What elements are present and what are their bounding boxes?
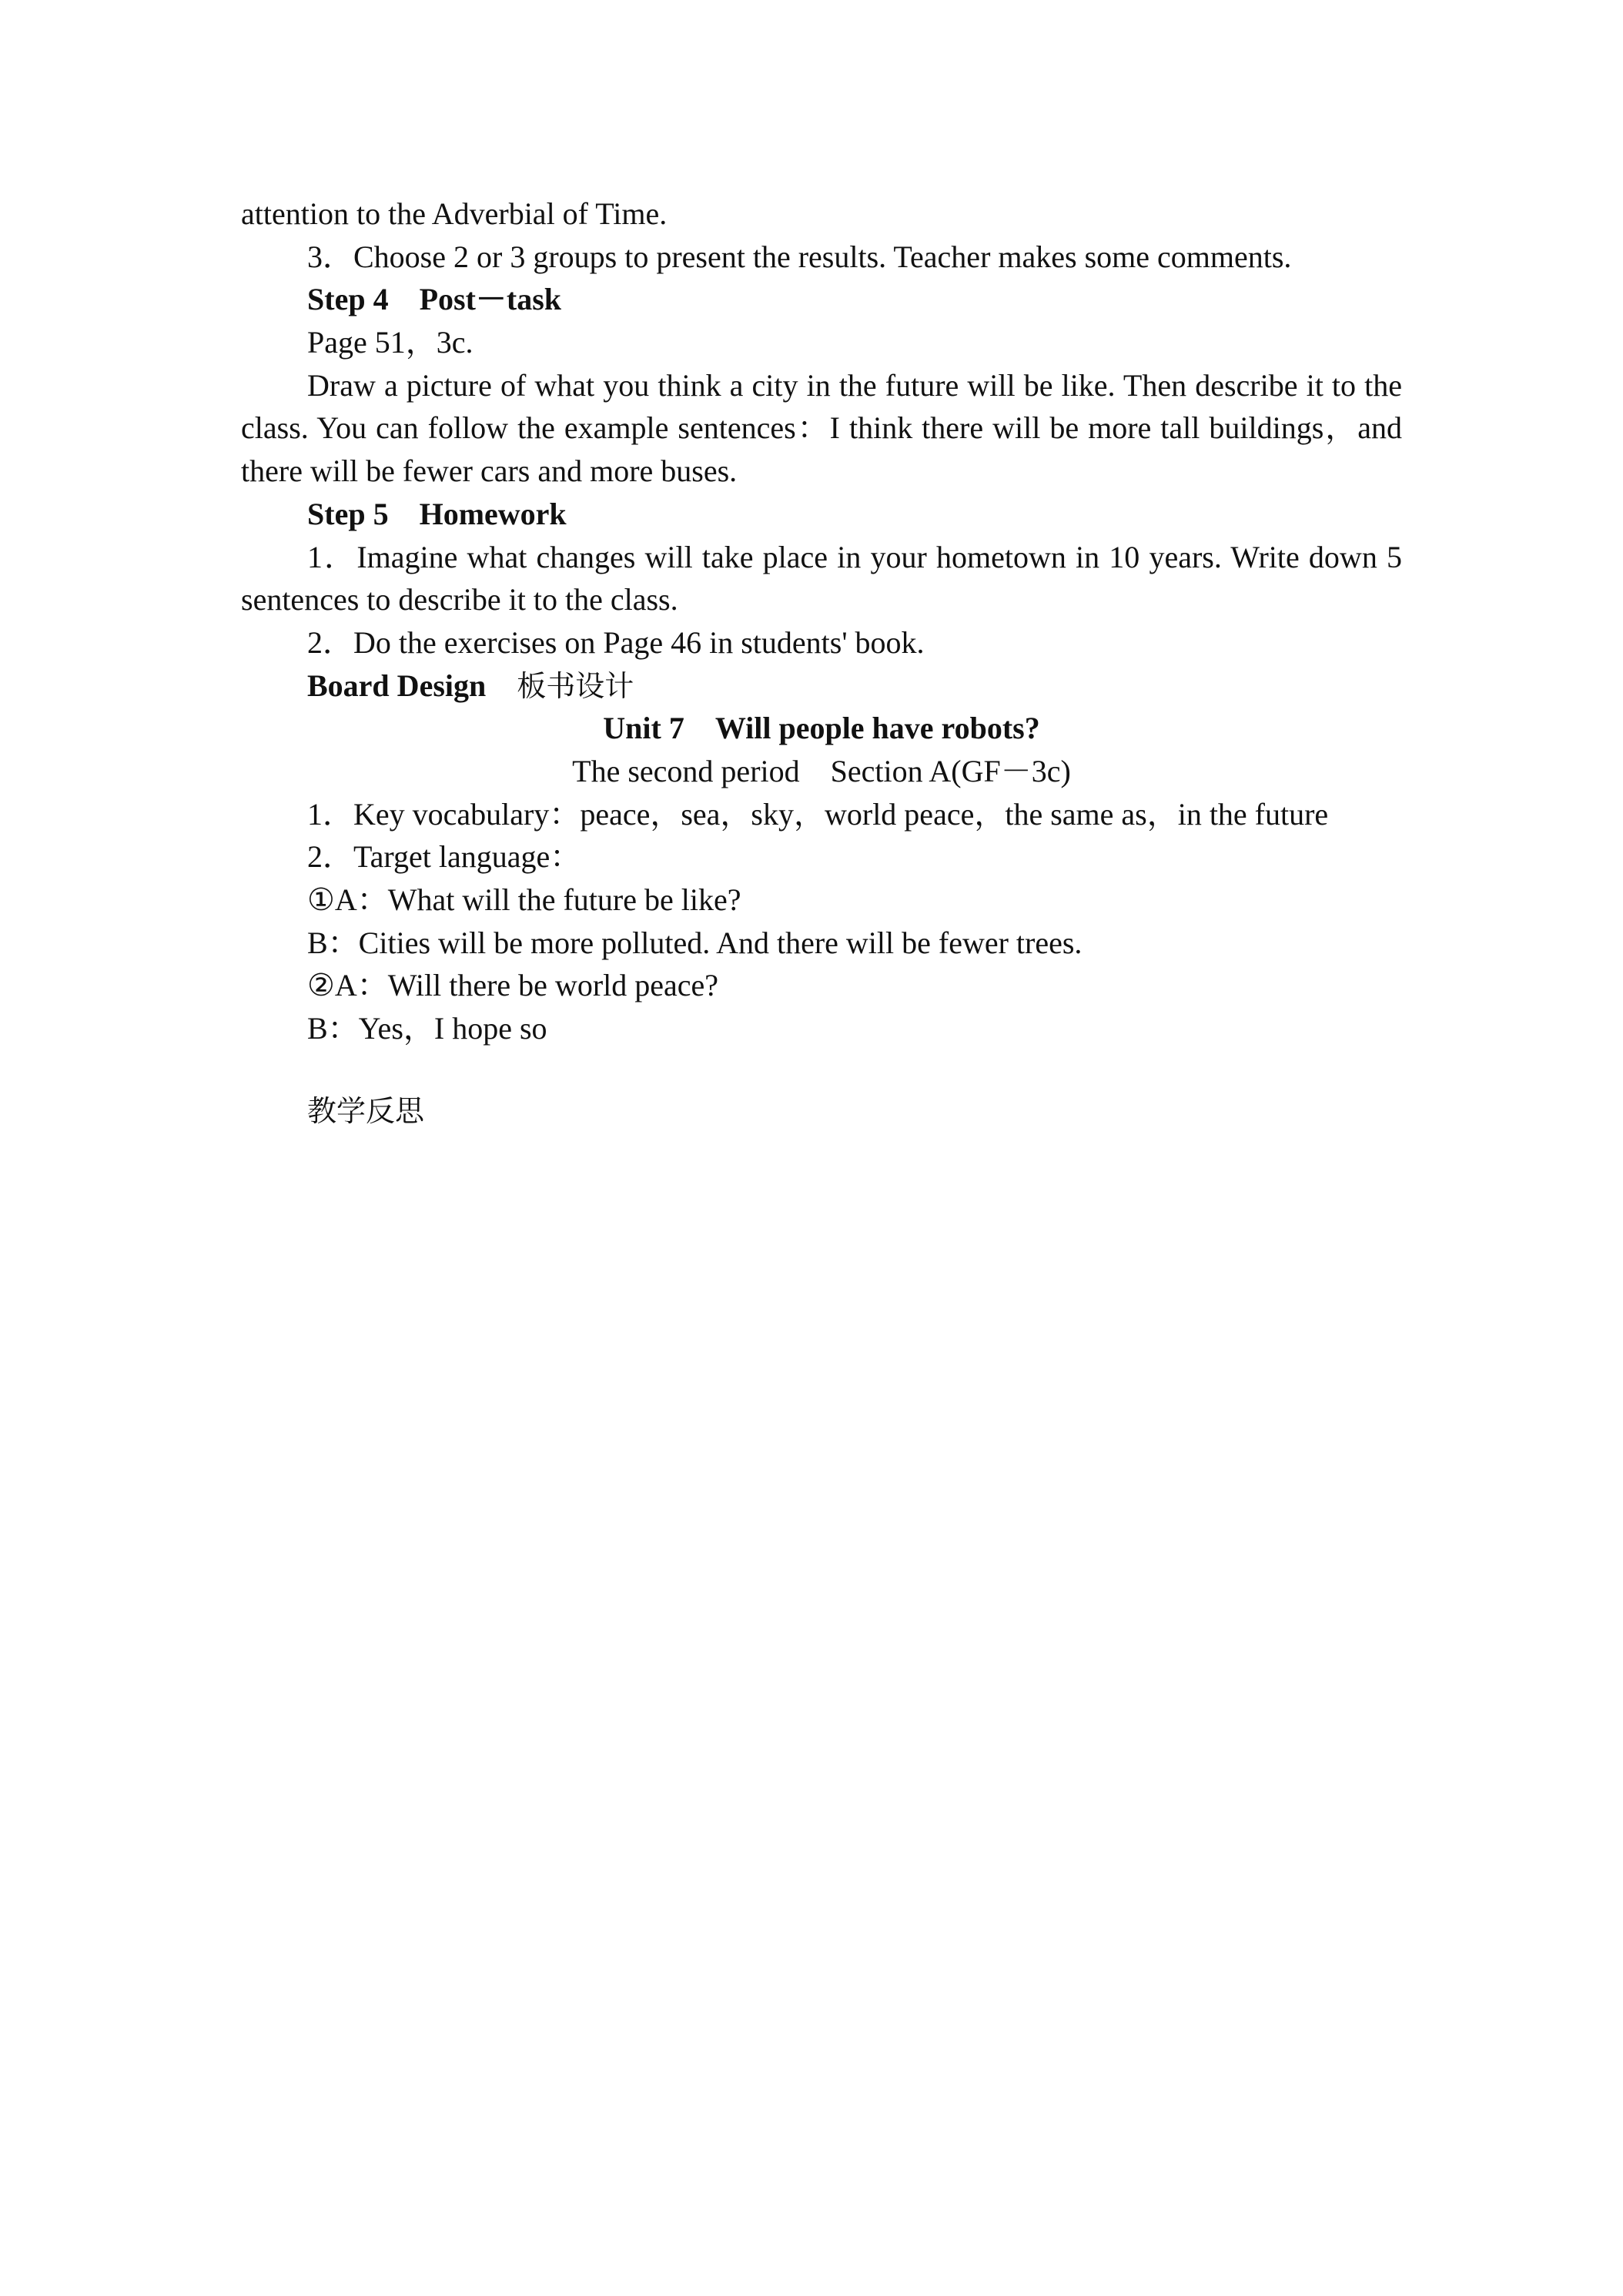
- step-title: Post－task: [419, 282, 562, 317]
- paragraph: 1．Imagine what changes will take place in your hometown in 10 years. Write down 5 sentences to describe it to the class.: [241, 539, 1402, 618]
- reflection-heading: 教学反思: [307, 1093, 425, 1128]
- document-page: [241, 192, 1402, 1133]
- paragraph: Draw a picture of what you think a city in the future will be like. Then describe it to the class. You can follow the example sentences：I think there will be more tall buildings，and there will be fewer cars and more buses.: [241, 367, 1402, 489]
- text-line: 2．Do the exercises on Page 46 in students' book.: [307, 624, 925, 660]
- text-line: 3．Choose 2 or 3 groups to present the results. Teacher makes some comments.: [307, 239, 1292, 274]
- step-title: Homework: [419, 496, 567, 531]
- text-line: ①A：What will the future be like?: [307, 882, 741, 918]
- unit-title: [241, 707, 1402, 750]
- text-line: B：Yes，I hope so: [307, 1011, 547, 1046]
- board-design-cn: 板书设计: [517, 668, 634, 703]
- step-label: Step 4: [307, 282, 389, 317]
- text-line: 2．Target language：: [307, 839, 581, 875]
- text-line: ②A：Will there be world peace?: [307, 968, 719, 1003]
- step-heading: [241, 278, 1402, 321]
- text-line: Page 51，3c.: [307, 325, 474, 360]
- unit-label: Unit 7: [603, 711, 684, 746]
- board-design-heading: [241, 664, 1402, 708]
- step-heading: [241, 493, 1402, 536]
- text-line: attention to the Adverbial of Time.: [241, 196, 668, 231]
- unit-name: Will people have robots?: [714, 711, 1040, 746]
- step-label: Step 5: [307, 496, 389, 531]
- period-line: [241, 750, 1402, 793]
- board-design-label: Board Design: [307, 668, 487, 703]
- section-label: Section A(GF－3c): [830, 754, 1071, 789]
- period-label: The second period: [572, 754, 800, 789]
- text-line: 1．Key vocabulary：peace，sea，sky，world peace，the same as，in the future: [307, 796, 1329, 832]
- text-line: B：Cities will be more polluted. And there will be fewer trees.: [307, 925, 1083, 960]
- spacer: [241, 1050, 1402, 1090]
